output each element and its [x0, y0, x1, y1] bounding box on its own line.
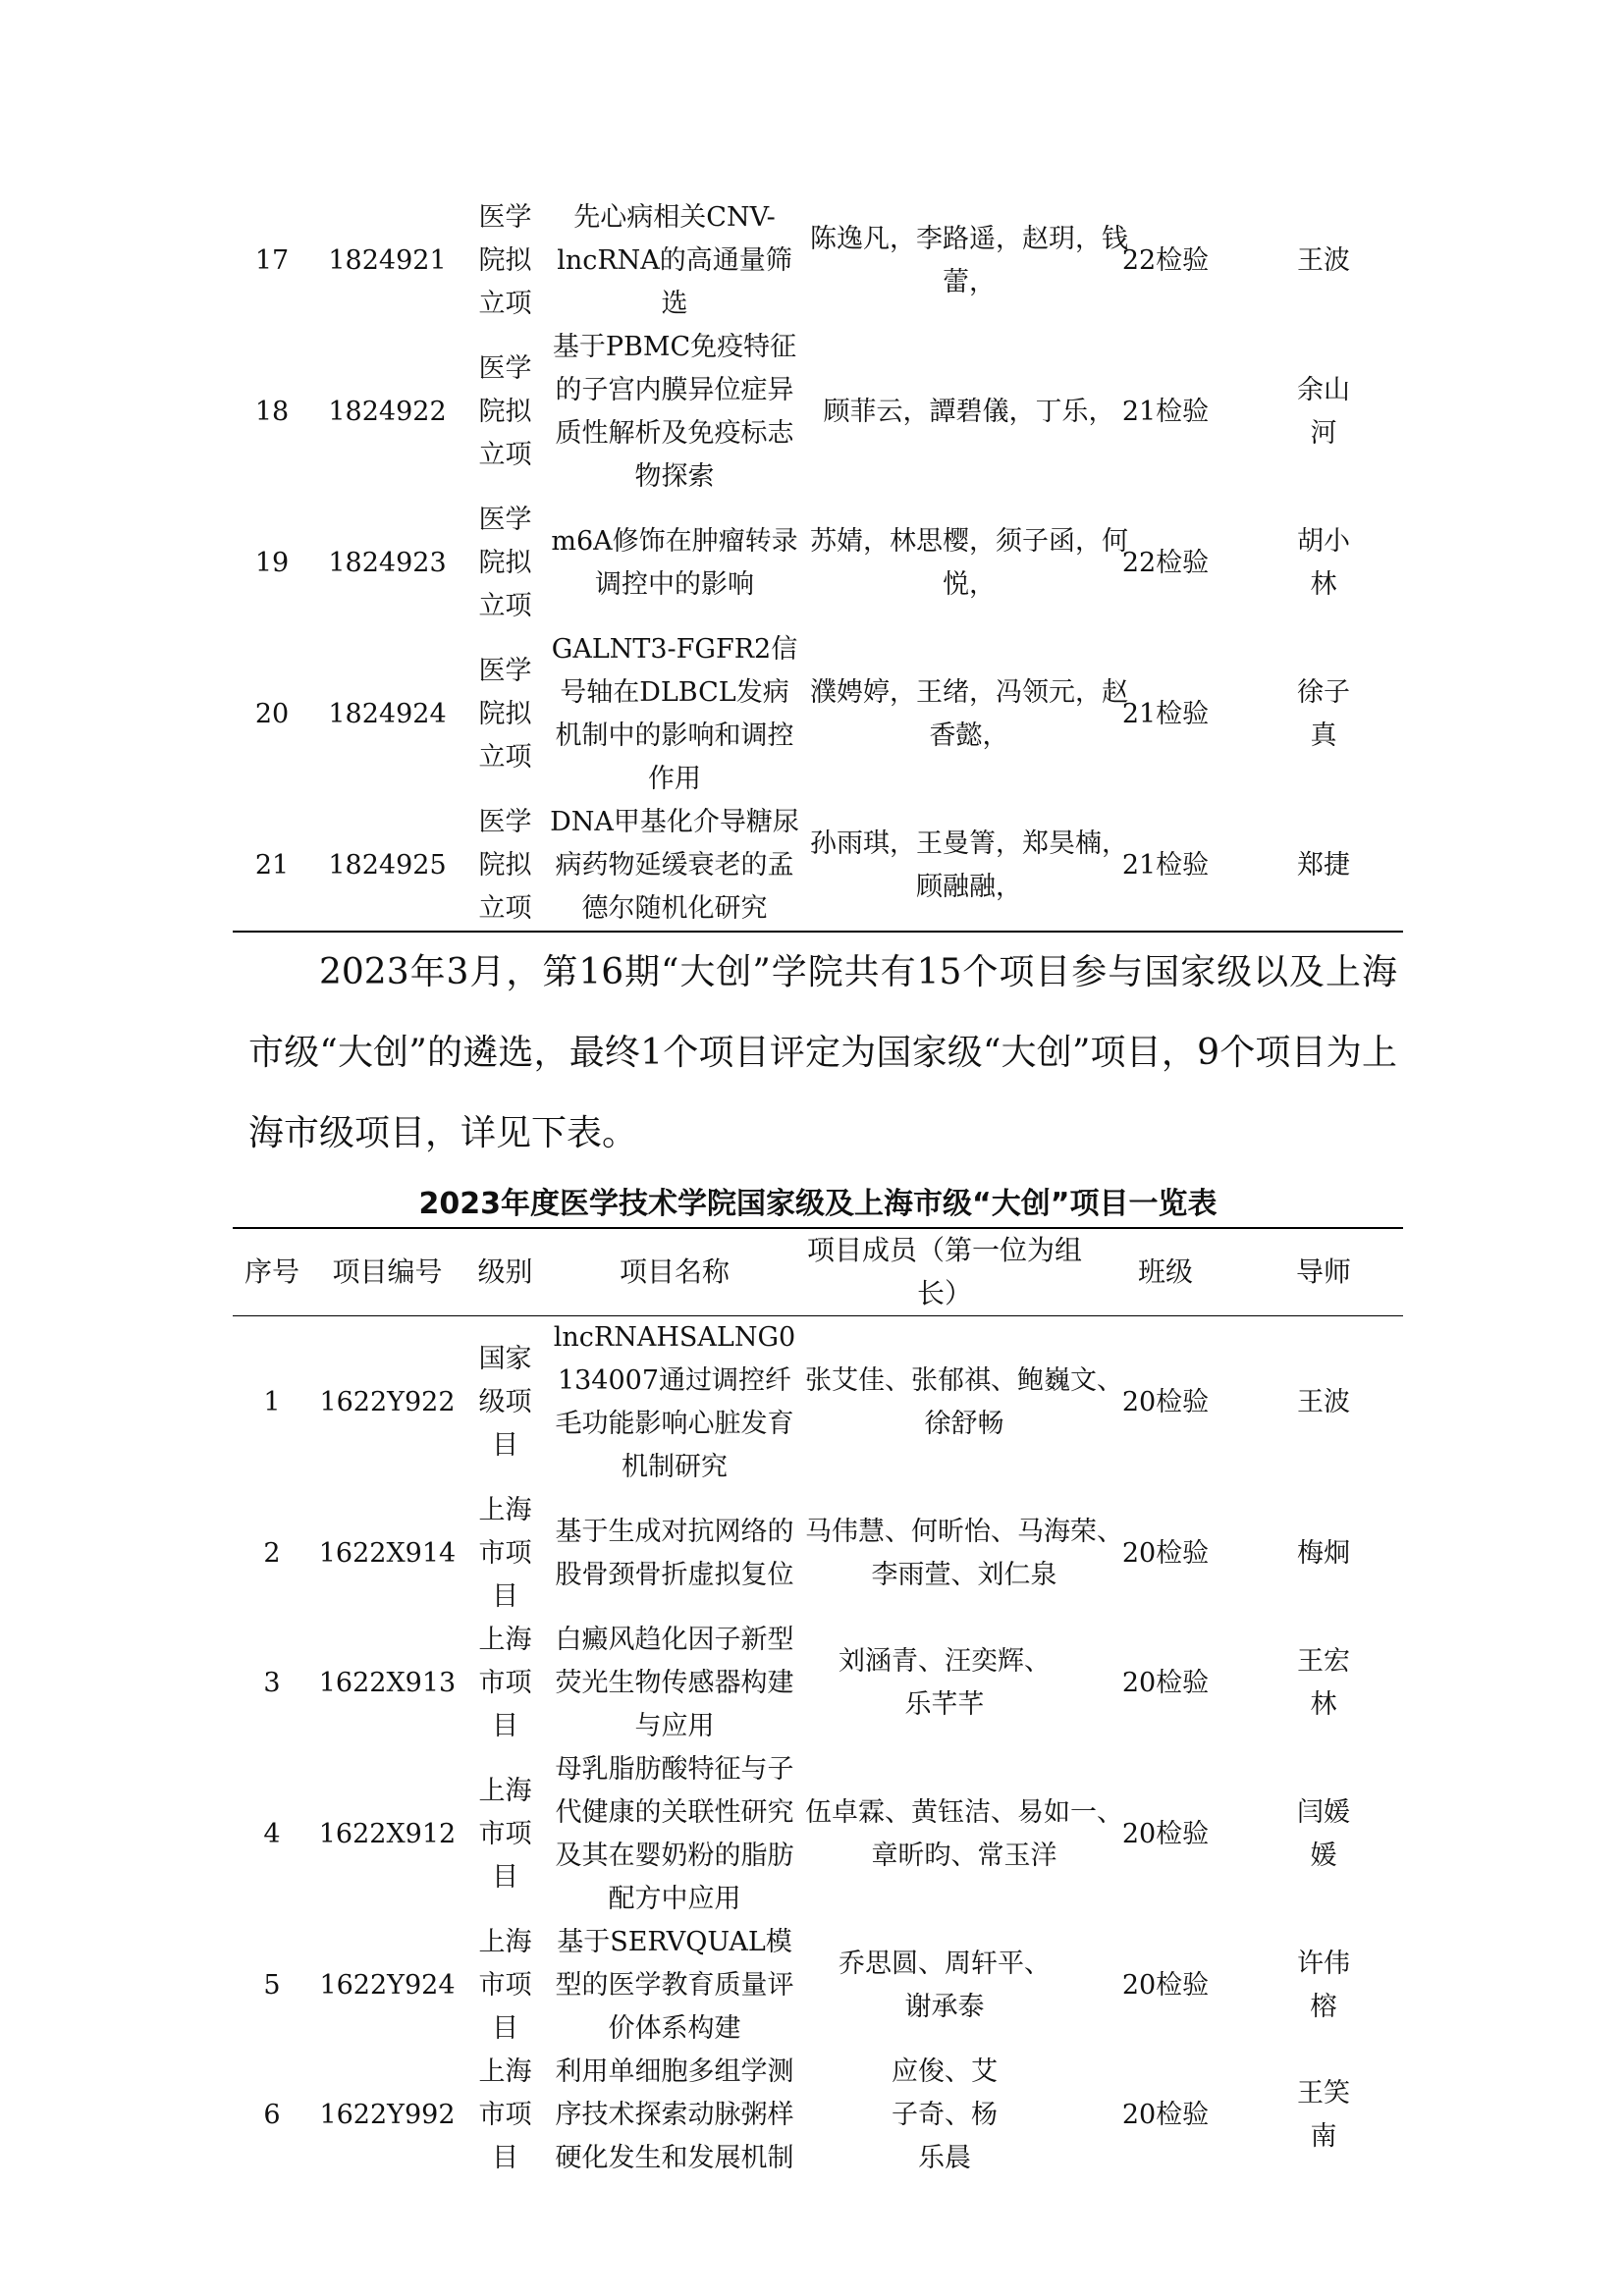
header-level: 级别: [463, 1228, 547, 1316]
class: 22检验: [1121, 548, 1210, 578]
project-name: 母乳脂肪酸特征与子代健康的关联性研究及其在婴奶粉的脂肪配方中应用: [555, 1754, 794, 1914]
project-code: 1622Y992: [319, 2100, 456, 2130]
mentor: 王波: [1297, 1387, 1350, 1417]
mentor: 胡小林: [1297, 526, 1350, 600]
project-level: 医学院拟立项: [478, 656, 532, 773]
project-code: 1622X914: [318, 1538, 457, 1569]
row-number: 1: [263, 1387, 281, 1417]
project-level: 医学院拟立项: [478, 505, 532, 621]
table-row: [233, 1921, 1403, 2051]
project-level: 上海市项目: [478, 1927, 532, 2044]
project-code: 1824922: [328, 397, 447, 427]
project-level: 上海市项目: [478, 1495, 532, 1612]
mentor: 王宏林: [1297, 1646, 1350, 1720]
table-row: [233, 196, 1403, 326]
mentor: 闫媛媛: [1297, 1797, 1350, 1871]
table-row: [233, 1619, 1403, 1748]
project-name: 基于PBMC免疫特征的子宫内膜异位症异质性解析及免疫标志物探索: [552, 332, 797, 492]
summary-paragraph: [248, 933, 1397, 1174]
project-level: 医学院拟立项: [478, 807, 532, 924]
mentor: 余山河: [1297, 375, 1350, 449]
table-row: [233, 326, 1403, 499]
project-members: 乔思圆、周轩平、谢承泰: [839, 1949, 1051, 2022]
project-level: 上海市项目: [478, 2056, 532, 2173]
header-code: 项目编号: [311, 1228, 463, 1316]
project-name: 利用单细胞多组学测序技术探索动脉粥样硬化发生和发展机制: [555, 2056, 794, 2173]
project-code: 1622X913: [318, 1668, 457, 1698]
mentor: 许伟榕: [1297, 1949, 1350, 2022]
project-level: 上海市项目: [478, 1776, 532, 1893]
project-members: 濮娉婷，王绪，冯领元，赵香懿，: [810, 677, 1128, 751]
row-number: 21: [254, 850, 290, 881]
header-class: 班级: [1087, 1228, 1244, 1316]
project-level: 上海市项目: [478, 1625, 532, 1741]
project-name: 基于SERVQUAL模型的医学教育质量评价体系构建: [555, 1927, 794, 2044]
mentor: 梅炯: [1297, 1538, 1350, 1569]
mentor: 王波: [1297, 245, 1350, 276]
class: 21检验: [1121, 397, 1210, 427]
table-header-row: [233, 1228, 1403, 1316]
row-number: 6: [263, 2100, 281, 2130]
project-level: 医学院拟立项: [478, 202, 532, 319]
project-members: 苏婧，林思樱，须子函，何悦，: [810, 526, 1128, 600]
class: 20检验: [1121, 1819, 1210, 1849]
table-row: [233, 1316, 1403, 1490]
project-code: 1622Y924: [319, 1970, 456, 2001]
mentor: 郑捷: [1297, 850, 1350, 881]
table-row: [233, 1489, 1403, 1619]
header-mentor: 导师: [1244, 1228, 1403, 1316]
table-row: [233, 1748, 1403, 1921]
table-row: [233, 2051, 1403, 2180]
header-name: 项目名称: [547, 1228, 802, 1316]
row-number: 18: [254, 397, 290, 427]
project-code: 1824923: [328, 548, 447, 578]
project-members: 顾菲云，譚碧儀，丁乐，: [823, 397, 1115, 427]
projects-table-continued: [233, 196, 1403, 933]
class: 22检验: [1121, 245, 1210, 276]
row-number: 5: [263, 1970, 281, 2001]
class: 20检验: [1121, 1387, 1210, 1417]
project-level: 医学院拟立项: [478, 353, 532, 470]
project-name: 白癜风趋化因子新型荧光生物传感器构建与应用: [555, 1625, 794, 1741]
project-name: DNA甲基化介导糖尿病药物延缓衰老的孟德尔随机化研究: [550, 807, 799, 924]
class: 21检验: [1121, 850, 1210, 881]
row-number: 17: [254, 245, 290, 276]
projects-table: [233, 1227, 1403, 2180]
row-number: 2: [263, 1538, 281, 1569]
table-row: [233, 499, 1403, 628]
project-code: 1622X912: [318, 1819, 457, 1849]
header-members: 项目成员（第一位为组长）: [802, 1228, 1087, 1316]
project-level: 国家级项目: [478, 1344, 532, 1461]
project-code: 1622Y922: [319, 1387, 456, 1417]
row-number: 20: [254, 699, 290, 729]
table-caption: 2023年度医学技术学院国家级及上海市级“大创”项目一览表: [418, 1187, 1218, 1221]
project-members: 刘涵青、汪奕辉、乐芊芊: [839, 1646, 1051, 1720]
row-number: 19: [254, 548, 290, 578]
mentor: 徐子真: [1297, 677, 1350, 751]
project-code: 1824924: [328, 699, 447, 729]
project-name: lncRNAHSALNG0134007通过调控纤毛功能影响心脏发育机制研究: [553, 1322, 796, 1482]
project-name: m6A修饰在肿瘤转录调控中的影响: [551, 526, 798, 600]
row-number: 3: [263, 1668, 281, 1698]
mentor: 王笑南: [1297, 2078, 1350, 2152]
project-members: 陈逸凡，李路遥，赵玥，钱蕾，: [810, 224, 1128, 297]
table-row: [233, 628, 1403, 801]
class: 20检验: [1121, 1970, 1210, 2001]
table-row: [233, 801, 1403, 932]
class: 20检验: [1121, 1668, 1210, 1698]
header-no: 序号: [233, 1228, 311, 1316]
project-members: 张艾佳、张郁祺、鲍巍文、徐舒畅: [805, 1365, 1123, 1439]
project-code: 1824925: [328, 850, 447, 881]
class: 20检验: [1121, 1538, 1210, 1569]
class: 20检验: [1121, 2100, 1210, 2130]
summary-text: 2023年3月，第16期“大创”学院共有15个项目参与国家级以及上海市级“大创”的遴选，最终1个项目评定为国家级“大创”项目，9个项目为上海市级项目，详见下表。: [248, 952, 1397, 1153]
project-members: 应俊、艾子奇、杨乐晨: [892, 2056, 998, 2173]
project-code: 1824921: [328, 245, 447, 276]
project-members: 马伟慧、何昕怡、马海荣、李雨萱、刘仁泉: [805, 1517, 1123, 1590]
project-name: 基于生成对抗网络的股骨颈骨折虚拟复位: [555, 1517, 794, 1590]
project-name: GALNT3-FGFR2信号轴在DLBCL发病机制中的影响和调控作用: [551, 634, 798, 794]
row-number: 4: [263, 1819, 281, 1849]
project-members: 伍卓霖、黄钰洁、易如一、章昕昀、常玉洋: [805, 1797, 1123, 1871]
class: 21检验: [1121, 699, 1210, 729]
project-name: 先心病相关CNV-lncRNA的高通量筛选: [557, 202, 792, 319]
project-members: 孙雨琪，王曼箐，郑昊楠，顾融融，: [810, 828, 1128, 902]
